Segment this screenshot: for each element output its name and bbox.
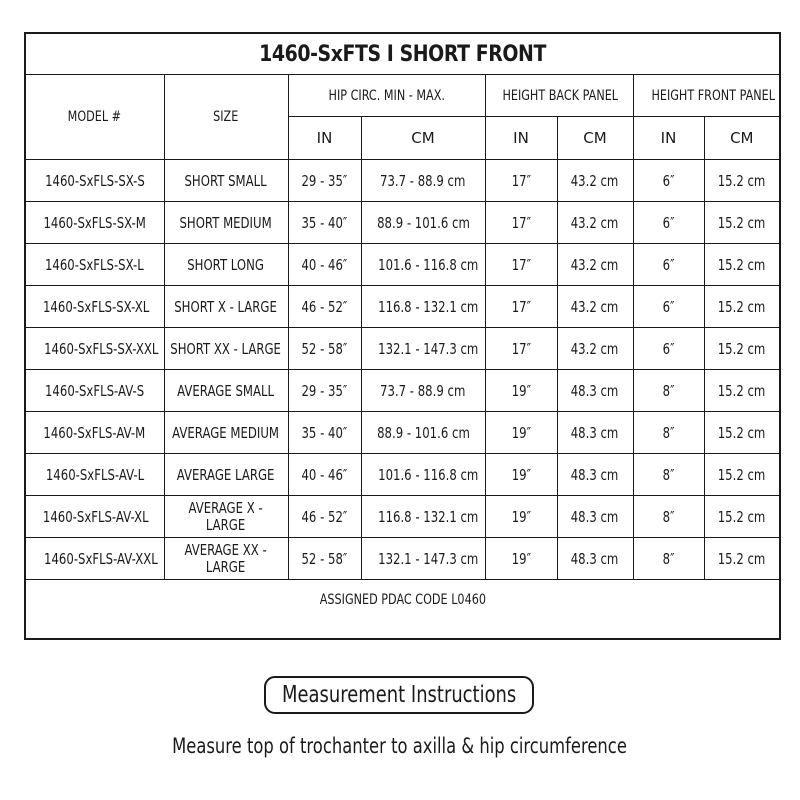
table-row [26,160,779,202]
cell-back-cm: 43.2 cm [557,286,633,328]
cell-model: 1460-SxFLS-SX-S [26,160,164,202]
cell-front-cm: 15.2 cm [704,202,779,244]
cell-hip-cm: 132.1 - 147.3 cm [361,538,485,580]
measurement-instructions-heading [264,676,534,714]
cell-size: AVERAGE X - LARGE [164,496,288,538]
cell-size: SHORT XX - LARGE [164,328,288,370]
cell-model: 1460-SxFLS-AV-XL [26,496,164,538]
header-model: MODEL # [26,75,164,160]
cell-back-cm: 48.3 cm [557,370,633,412]
cell-hip-cm: 116.8 - 132.1 cm [361,496,485,538]
cell-hip-cm: 101.6 - 116.8 cm [361,244,485,286]
cell-size: SHORT LONG [164,244,288,286]
cell-back-cm: 48.3 cm [557,412,633,454]
cell-hip-cm: 101.6 - 116.8 cm [361,454,485,496]
cell-model: 1460-SxFLS-SX-XL [26,286,164,328]
cell-back-cm: 43.2 cm [557,160,633,202]
cell-size: AVERAGE SMALL [164,370,288,412]
instructions-heading-label: Measurement Instructions [281,682,517,708]
table-row [26,370,779,412]
cell-front-cm: 15.2 cm [704,328,779,370]
cell-back-in: 19″ [485,370,557,412]
cell-back-in: 19″ [485,538,557,580]
cell-model: 1460-SxFLS-AV-M [26,412,164,454]
unit-front-cm: CM [704,117,779,160]
cell-back-in: 19″ [485,412,557,454]
measurement-instructions-text [0,734,800,758]
cell-hip-in: 29 - 35″ [288,160,361,202]
cell-back-in: 17″ [485,244,557,286]
cell-front-in: 8″ [633,454,704,496]
table-row [26,538,779,580]
cell-front-cm: 15.2 cm [704,160,779,202]
pdac-code: ASSIGNED PDAC CODE L0460 [26,580,779,621]
cell-front-in: 8″ [633,496,704,538]
table-row [26,454,779,496]
cell-front-in: 6″ [633,328,704,370]
cell-front-in: 6″ [633,286,704,328]
cell-hip-cm: 73.7 - 88.9 cm [361,160,485,202]
unit-front-in: IN [633,117,704,160]
header-height-front-panel: HEIGHT FRONT PANEL [633,75,779,117]
cell-model: 1460-SxFLS-AV-XXL [26,538,164,580]
header-hip-circumference: HIP CIRC. MIN - MAX. [288,75,485,117]
cell-front-in: 8″ [633,412,704,454]
cell-back-in: 17″ [485,202,557,244]
cell-back-cm: 48.3 cm [557,538,633,580]
cell-back-in: 17″ [485,160,557,202]
cell-size: SHORT SMALL [164,160,288,202]
cell-hip-cm: 116.8 - 132.1 cm [361,286,485,328]
cell-hip-in: 46 - 52″ [288,286,361,328]
pdac-row [26,580,779,621]
unit-hip-in: IN [288,117,361,160]
cell-hip-cm: 132.1 - 147.3 cm [361,328,485,370]
cell-hip-in: 46 - 52″ [288,496,361,538]
cell-model: 1460-SxFLS-AV-S [26,370,164,412]
cell-front-in: 6″ [633,202,704,244]
cell-size: AVERAGE XX - LARGE [164,538,288,580]
cell-hip-in: 40 - 46″ [288,454,361,496]
cell-hip-in: 29 - 35″ [288,370,361,412]
table-row [26,202,779,244]
size-chart-table [26,34,779,620]
cell-back-cm: 48.3 cm [557,454,633,496]
cell-front-in: 6″ [633,244,704,286]
unit-hip-cm: CM [361,117,485,160]
cell-front-cm: 15.2 cm [704,286,779,328]
cell-back-cm: 43.2 cm [557,244,633,286]
cell-front-cm: 15.2 cm [704,538,779,580]
cell-hip-in: 52 - 58″ [288,538,361,580]
cell-front-cm: 15.2 cm [704,244,779,286]
header-size: SIZE [164,75,288,160]
cell-front-in: 8″ [633,370,704,412]
cell-back-in: 17″ [485,328,557,370]
unit-back-in: IN [485,117,557,160]
cell-back-cm: 43.2 cm [557,202,633,244]
title-row [26,34,779,75]
table-row [26,286,779,328]
cell-size: SHORT X - LARGE [164,286,288,328]
unit-back-cm: CM [557,117,633,160]
cell-size: SHORT MEDIUM [164,202,288,244]
cell-model: 1460-SxFLS-SX-M [26,202,164,244]
cell-model: 1460-SxFLS-SX-L [26,244,164,286]
cell-hip-in: 40 - 46″ [288,244,361,286]
table-row [26,328,779,370]
cell-model: 1460-SxFLS-AV-L [26,454,164,496]
cell-front-cm: 15.2 cm [704,496,779,538]
cell-size: AVERAGE LARGE [164,454,288,496]
instructions-text-label: Measure top of trochanter to axilla & hip circumference [172,734,628,758]
cell-model: 1460-SxFLS-SX-XXL [26,328,164,370]
table-row [26,412,779,454]
cell-hip-in: 35 - 40″ [288,412,361,454]
cell-back-cm: 43.2 cm [557,328,633,370]
cell-hip-in: 52 - 58″ [288,328,361,370]
cell-back-in: 17″ [485,286,557,328]
cell-hip-cm: 73.7 - 88.9 cm [361,370,485,412]
cell-hip-cm: 88.9 - 101.6 cm [361,412,485,454]
size-chart-sheet [24,32,781,640]
cell-back-in: 19″ [485,496,557,538]
cell-front-in: 8″ [633,538,704,580]
cell-front-cm: 15.2 cm [704,412,779,454]
cell-size: AVERAGE MEDIUM [164,412,288,454]
chart-title: 1460-SxFTS I SHORT FRONT [79,34,727,75]
cell-hip-cm: 88.9 - 101.6 cm [361,202,485,244]
table-row [26,244,779,286]
table-row [26,496,779,538]
header-height-back-panel: HEIGHT BACK PANEL [485,75,633,117]
cell-front-cm: 15.2 cm [704,370,779,412]
cell-back-cm: 48.3 cm [557,496,633,538]
header-row [26,75,779,117]
cell-back-in: 19″ [485,454,557,496]
cell-front-in: 6″ [633,160,704,202]
cell-front-cm: 15.2 cm [704,454,779,496]
cell-hip-in: 35 - 40″ [288,202,361,244]
